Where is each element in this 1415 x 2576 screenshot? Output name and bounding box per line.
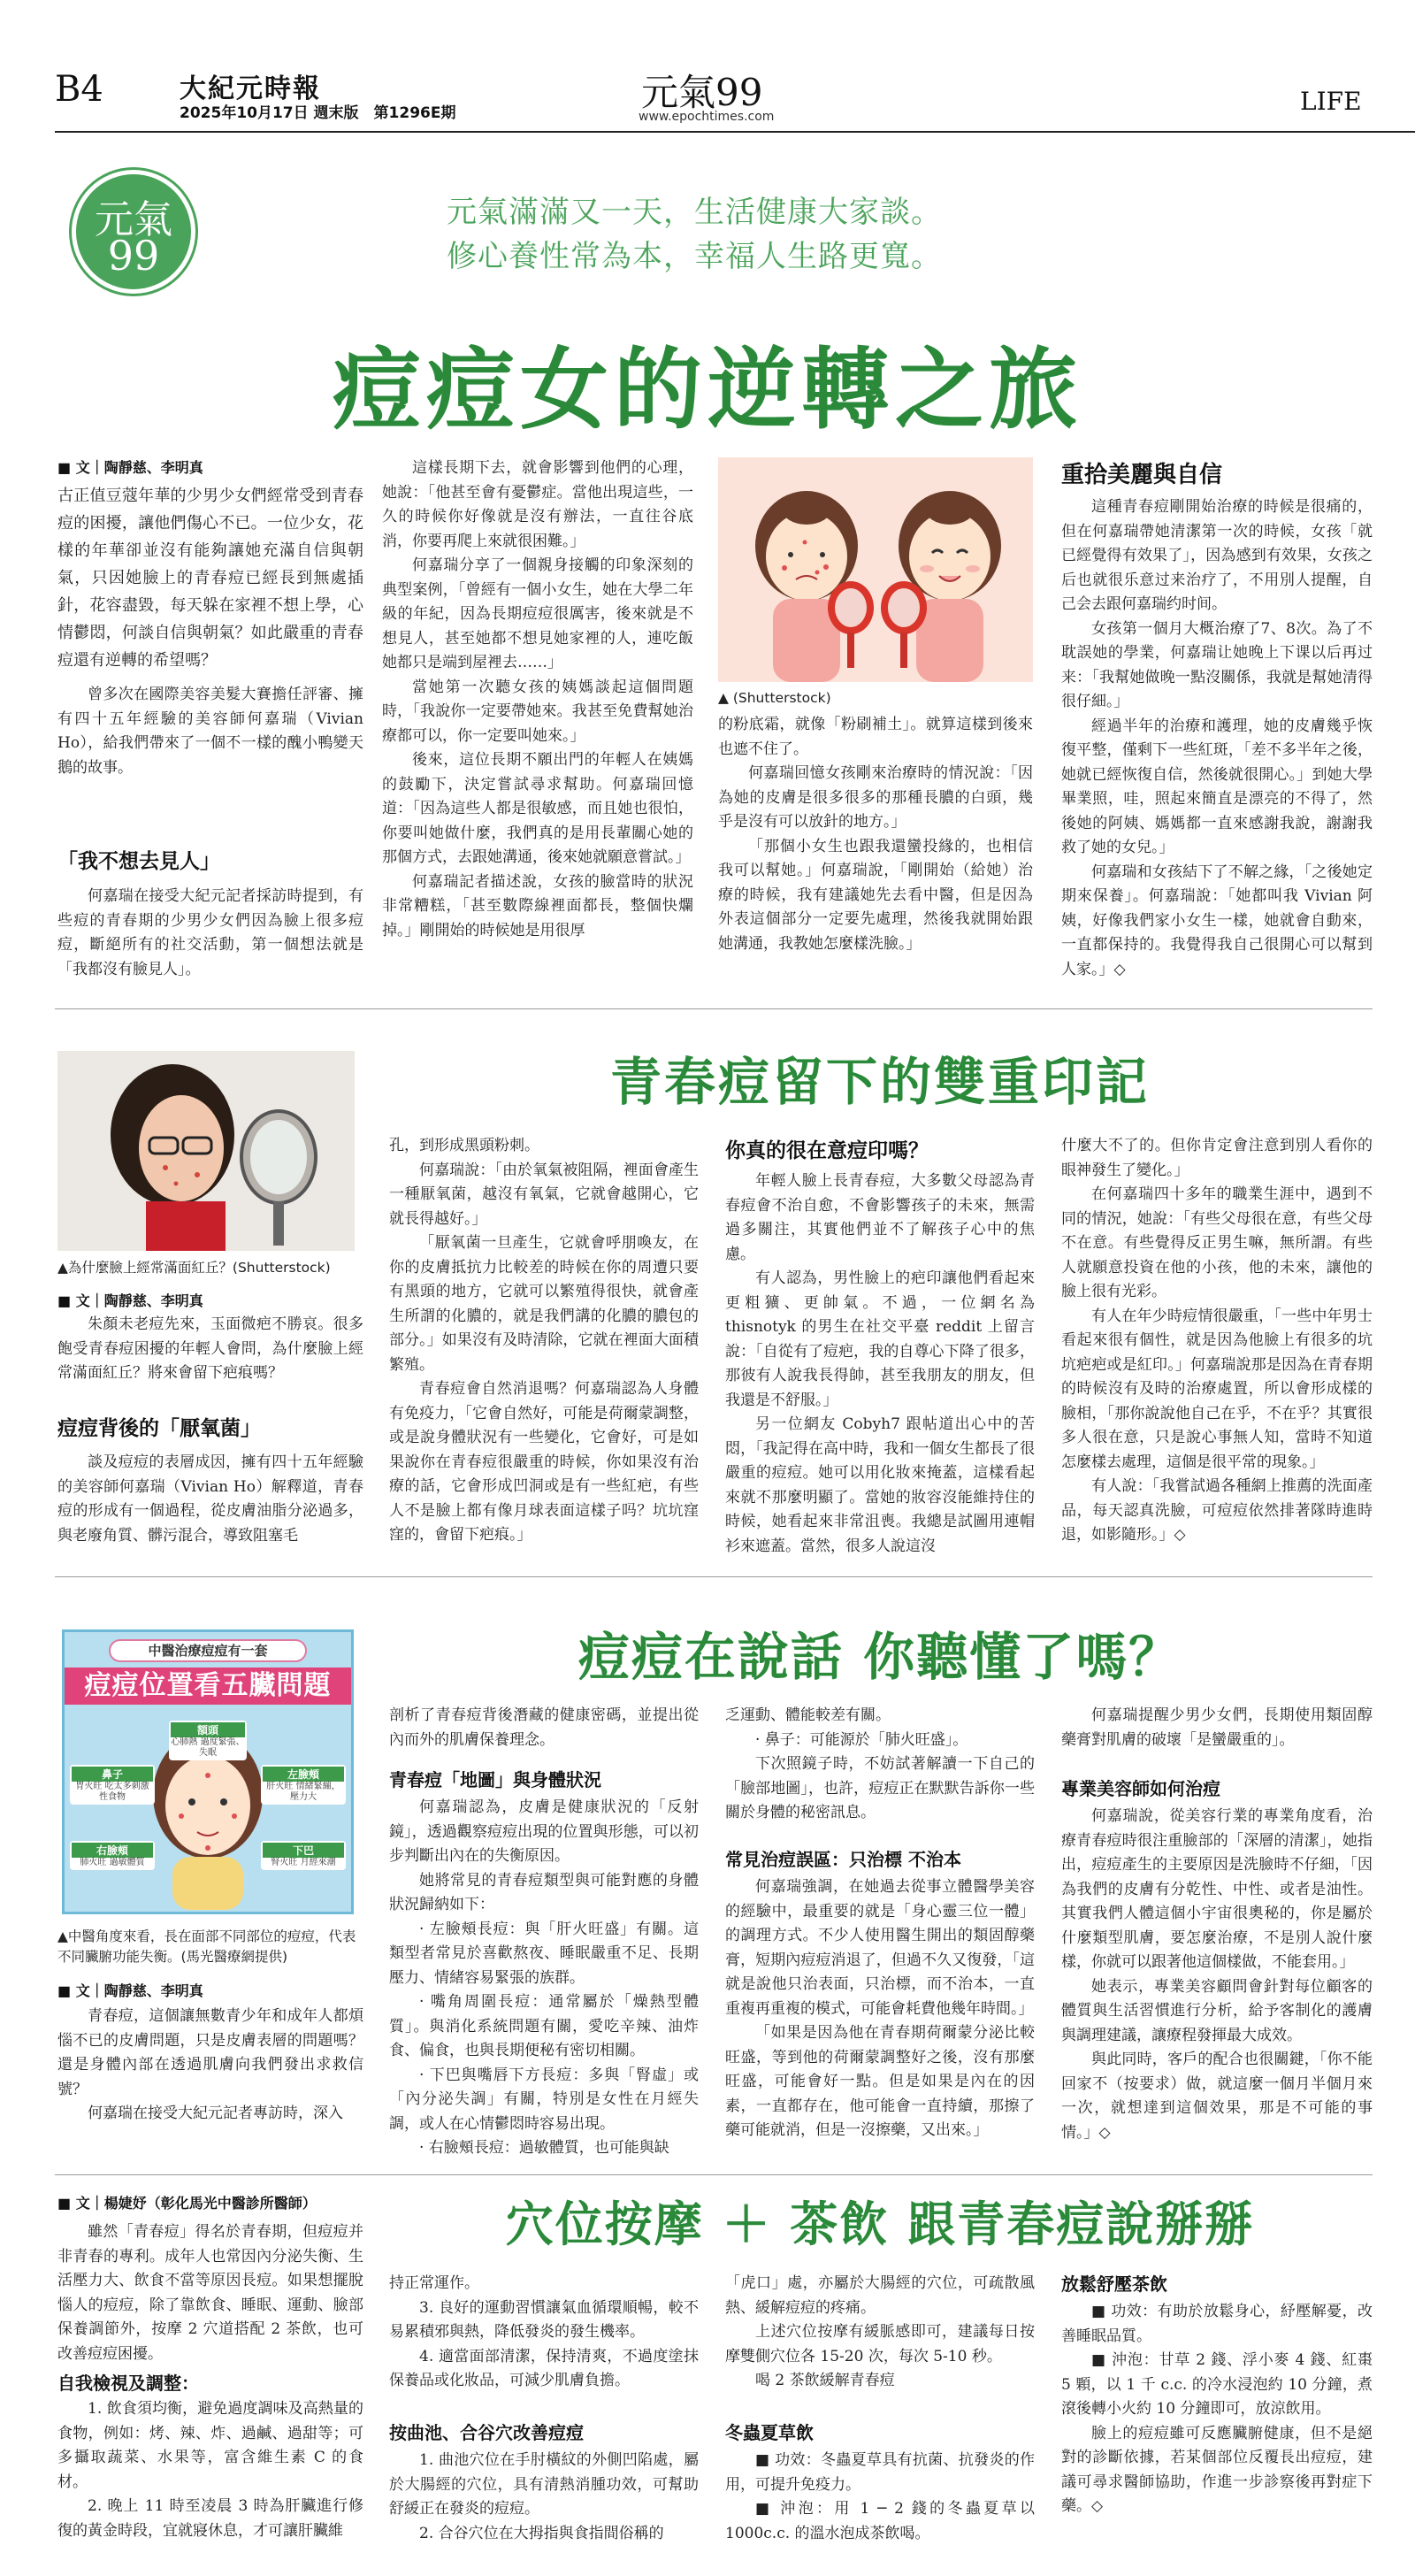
paragraph: 何嘉瑞記者描述說，女孩的臉當時的狀況非常糟糕，「甚至數際線裡面都長，整個快爛掉。」剛開始的時候她是用很厚 [382, 872, 693, 939]
poster-label-left-cheek [261, 1765, 346, 1805]
paragraph: 年輕人臉上長青春痘，大多數父母認為青春痘會不治自愈，不會影響孩子的未來，無需過多關注，其實他們並不了解孩子心中的焦慮。 [725, 1172, 1035, 1263]
paragraph: 在何嘉瑞四十多年的職業生涯中，遇到不同的情況，她說：「有些父母很在意，有些父母不在意。有些覺得反正男生嘛，無所謂。有些人就願意投資在他的小孩，他的未來，讓他的臉上很有光彩。 [1061, 1185, 1373, 1300]
story3-subhead-1: 青春痘「地圖」與身體狀況 [389, 1769, 601, 1790]
paragraph: 何嘉瑞在接受大紀元記者專訪時，深入 [88, 2104, 343, 2122]
story1-headline: 痘痘女的逆轉之旅 [333, 338, 1082, 441]
section-title: 元氣99 [641, 71, 763, 114]
issue-line: 2025年10月17日 週末版 第1296E期 [180, 104, 456, 122]
poster-label-title: 右臉頰 [72, 1843, 153, 1858]
paragraph: · 鼻子：可能源於「肺火旺盛」。 [755, 1730, 968, 1749]
paragraph: ■ 沖泡：甘草 2 錢、浮小麥 4 錢、紅棗 5 顆，以 1 千 c.c. 的冷水浸泡約 10 分鐘，煮滾後轉小火約 10 分鐘即可，放涼飲用。 [1061, 2351, 1373, 2418]
section-rule [55, 1008, 1373, 1009]
paragraph: 「虎口」處，亦屬於大腸經的穴位，可疏散風熱、緩解痘痘的疼痛。 [725, 2274, 1035, 2317]
story1-col3 [718, 713, 1033, 956]
story2-byline: ■ 文｜陶靜慈、李明真 [57, 1292, 203, 1309]
paragraph: 這樣長期下去，就會影響到他們的心理，她說：「他甚至會有憂鬱症。當他出現這些，一久的時候你好像就是沒有辦法，一直往谷底消，你要再爬上來就很困難。」 [382, 459, 693, 550]
section-rule [55, 2174, 1373, 2175]
paragraph: · 左臉頰長痘：與「肝火旺盛」有關。這類型者常見於喜歡熬夜、睡眠嚴重不足、長期壓力、情緒容易緊張的族群。 [389, 1920, 699, 1987]
paragraph: 當她第一次聽女孩的姨媽談起這個問題時，「我說你一定要帶她來。我甚至免費幫她治療都可以，你一定要叫她來。」 [382, 678, 693, 745]
masthead-rule [55, 131, 1415, 133]
paragraph: 這種青春痘剛開始治療的時候是很痛的，但在何嘉瑞帶她清潔第一次的時候，女孩「就已經覺得有效果了」，因為感到有效果，女孩之后也就很乐意过来治疗了，不用別人提醒，自己会去跟何嘉瑞约时间。 [1061, 498, 1373, 613]
paragraph: 另一位網友 Cobyh7 跟帖道出心中的苦悶，「我記得在高中時，我和一個女生都長了很嚴重的痘痘。她可以用化妝來掩蓋，這樣看起來就不那麼明顯了。當她的妝容沒能維持住的時候，她看起來非常沮喪。我總是試圖用連帽衫來遮蓋。當然，很多人說這沒 [725, 1415, 1035, 1555]
paragraph: 談及痘痘的表層成因，擁有四十五年經驗的美容師何嘉瑞（Vivian Ho）解釋道，青春痘的形成有一個過程，從皮膚油脂分泌過多，與老廢角質、髒污混合，導致阻塞毛 [57, 1453, 363, 1545]
paragraph: 上述穴位按摩有緩脈感即可，建議每日按摩雙側穴位各 15-20 次，每次 5-10 秒。 [725, 2323, 1035, 2365]
story4-col2 [389, 2272, 699, 2394]
story4-col1b [57, 2397, 363, 2543]
poster-label-title: 下巴 [263, 1843, 344, 1858]
paragraph: 青春痘會自然消退嗎？何嘉瑞認為人身體有免疫力，「它會自然好，可能是荷爾蒙調整，或是說身體狀況有一些變化，它會好，可是如果說你在青春痘很嚴重的時候，你如果沒有治療的話，它會形成凹洞或是有一些紅疤，有些人不是臉上都有像月球表面這樣子吗？坑坑窪窪的，會留下疤痕。」 [389, 1380, 699, 1544]
story4-subhead-2: 按曲池、合谷穴改善痘痘 [389, 2422, 584, 2443]
story2-photo [57, 1051, 355, 1251]
story3-col4b [1061, 1805, 1373, 2145]
masthead [0, 0, 1415, 133]
paragraph: 喝 2 茶飲緩解青春痘 [755, 2372, 895, 2389]
paragraph: 臉上的痘痘雖可反應臟腑健康，但不是絕對的診斷依據，若某個部位反覆長出痘痘，建議可尋求醫師協助，作進一步診察後再對症下藥。◇ [1061, 2424, 1373, 2515]
story1-col1b [57, 885, 363, 982]
paragraph: 何嘉瑞在接受大紀元記者採訪時提到，有些痘的青春期的少男少女們因為臉上很多痘痘，斷絕所有的社交活動，第一個想法就是「我都沒有臉見人」。 [57, 887, 363, 978]
story4-subhead-1: 自我檢視及調整： [57, 2373, 199, 2394]
paragraph: ■ 沖泡：用 1 ─ 2 錢的冬蟲夏草以 1000c.c. 的溫水泡成茶飲喝。 [725, 2500, 1035, 2542]
logo-text-1: 元氣 [95, 197, 172, 242]
story3-image-caption: ▲中醫角度來看，長在面部不同部位的痘痘，代表不同臟腑功能失衡。(馬光醫療網提供) [57, 1928, 356, 1965]
story3-subhead-3: 專業美容師如何治痘 [1061, 1778, 1220, 1799]
story3-headline: 痘痘在說話 你聽懂了嗎？ [577, 1627, 1182, 1687]
poster-banner: 中醫治療痘痘有一套 [109, 1639, 307, 1662]
paragraph: 古正值豆蔻年華的少男少女們經常受到青春痘的困擾，讓他們傷心不已。一位少女，花樣的年華卻並沒有能夠讓她充滿自信與朝氣，只因她臉上的青春痘已經長到無處插針，花容盡毀，每天躲在家裡不想上學，心情鬱悶，何談自信與朝氣？如此嚴重的青春痘還有逆轉的希望嗎？ [57, 487, 363, 670]
paragraph: 雖然「青春痘」得名於青春期，但痘痘并非青春的專利。成年人也常因內分泌失衡、生活壓力大、飲食不當等原因長痘。如果想擺脫惱人的痘痘，除了靠飲食、睡眠、運動、臉部保養調節外，按摩 2 穴道搭配 2 茶飲，也可改善痘痘困擾。 [57, 2223, 363, 2363]
story2-headline: 青春痘留下的雙重印記 [609, 1052, 1150, 1112]
paragraph: 的粉底霜，就像「粉刷補土」。就算這樣到後來也遮不住了。 [718, 716, 1033, 758]
poster-label-desc: 肺火旺 過敏體質 [80, 1858, 145, 1867]
paragraph: 剖析了青春痘背後潛藏的健康密碼，並提出從內而外的肌膚保養理念。 [389, 1706, 699, 1749]
section-rule [55, 1576, 1373, 1577]
poster-label-title: 左臉頰 [263, 1767, 344, 1782]
paragraph: 何嘉瑞分享了一個親身接觸的印象深刻的典型案例，「曾經有一個小女生，她在大學二年級的年紀，因為長期痘痘很厲害，後來就是不想見人，甚至她都不想見她家裡的人，連吃飯她都只是端到屋裡去……」 [382, 556, 693, 671]
paragraph: 後來，這位長期不願出門的年輕人在姨媽的鼓勵下，決定嘗試尋求幫助。何嘉瑞回憶道：「因為這些人都是很敏感，而且她也很怕，你要叫她做什麼，我們真的是用長輩關心她的那個方式，去跟她溝通，後來她就願意嘗試。」 [382, 751, 693, 866]
poster-label-title: 額頭 [171, 1722, 245, 1737]
website: www.epochtimes.com [639, 110, 775, 124]
story2-col3 [725, 1169, 1035, 1559]
story1-subhead-1: 「我不想去見人」 [57, 850, 220, 873]
paragraph: 何嘉瑞認為，皮膚是健康狀況的「反射鏡」，透過觀察痘痘出現的位置與形態，可以初步判斷出內在的失衡原因。 [389, 1798, 699, 1865]
paragraph: 持正常運作。 [389, 2274, 479, 2292]
paragraph: 2. 晚上 11 時至凌晨 3 時為肝臟進行修復的黃金時段，宜就寢休息，才可讓肝臟維 [57, 2497, 363, 2540]
paragraph: 1. 飲食須均衡，避免過度調味及高熱量的食物，例如：烤、辣、炸、過鹹、過甜等；可多攝取蔬菜、水果等，富含維生素 C 的食材。 [57, 2400, 363, 2491]
paragraph: 青春痘，這個讓無數青少年和成年人都煩惱不已的皮膚問題，只是皮膚表層的問題嗎？還是身體內部在透過肌膚向我們發出求救信號？ [57, 2007, 363, 2098]
story1-image-caption: ▲ (Shutterstock) [718, 690, 831, 706]
poster-label-title: 鼻子 [72, 1767, 153, 1782]
poster-label-nose [70, 1765, 155, 1805]
story4-subhead-4: 放鬆舒壓茶飲 [1061, 2273, 1167, 2295]
story1-illustration [718, 457, 1033, 682]
poster-title: 痘痘位置看五臟問題 [65, 1668, 351, 1705]
paragraph: 4. 適當面部清潔，保持清爽，不過度塗抹保養品或化妝品，可減少肌膚負擔。 [389, 2347, 699, 2389]
page-code: B4 [55, 69, 103, 110]
paragraph: 「那個小女生也跟我還蠻投緣的，也相信我可以幫她。」何嘉瑞說，「剛開始（給她）治療的時候，我有建議她先去看中醫，但是因為外表這個部分一定要先處理，然後我就開始跟她溝通，我教她怎麼樣洗臉。」 [718, 837, 1033, 953]
paragraph: 1. 曲池穴位在手肘橫紋的外側凹陷處，屬於大腸經的穴位，具有清熱消腫功效，可幫助舒緩正在發炎的痘痘。 [389, 2451, 699, 2518]
story3-col2b [389, 1796, 699, 2161]
paragraph: 何嘉瑞和女孩結下了不解之緣，「之後她定期來保養」。何嘉瑞說：「她都叫我 Vivian 阿姨，好像我們家小女生一樣，她就會自動來，一直都保持的。我覺得我自己很開心可以幫到人家。」◇ [1061, 862, 1373, 978]
story3-col4 [1061, 1704, 1373, 1752]
paragraph: 何嘉瑞回憶女孩剛來治療時的情況說：「因為她的皮膚是很多很多的那種長膿的白頭，幾乎是沒有可以放針的地方。」 [718, 764, 1033, 831]
story4-col2b [389, 2449, 699, 2546]
story1-col1 [57, 482, 363, 780]
paragraph: 2. 合谷穴位在大拇指與食指間俗稱的 [419, 2524, 664, 2542]
story2-intro [57, 1313, 363, 1386]
poster-label-forehead [169, 1721, 247, 1760]
story4-subhead-3: 冬蟲夏草飲 [725, 2422, 814, 2443]
story3-col3b [725, 1875, 1035, 2143]
paragraph: 什麼大不了的。但你肯定會注意到別人看你的眼神發生了變化。」 [1061, 1137, 1373, 1179]
paragraph: 「如果是因為他在青春期荷爾蒙分泌比較旺盛，等到他的荷爾蒙調整好之後，沒有那麼旺盛，可能會好一點。但是如果是內在的因素，一直都存在，他可能會一直持續，那擦了藥可能就消，但是一沒擦藥，又出來。」 [725, 2024, 1035, 2139]
story2-subhead-2: 你真的很在意痘印嗎？ [725, 1139, 929, 1162]
poster-label-desc: 肝火旺 情緒緊繃，壓力大 [266, 1782, 340, 1802]
poster-label-right-cheek [70, 1841, 155, 1870]
paragraph: 她將常見的青春痘類型與可能對應的身體狀況歸納如下： [389, 1871, 699, 1913]
paragraph: 曾多次在國際美容美髮大賽擔任評審、擁有四十五年經驗的美容師何嘉瑞（Vivian Ho），給我們帶來了一個不一樣的醜小鴨變天鵝的故事。 [57, 686, 363, 777]
paragraph: ■ 功效：有助於放鬆身心，紓壓解憂，改善睡眠品質。 [1061, 2303, 1373, 2345]
story2-col1b [57, 1451, 363, 1548]
story2-image-caption: ▲為什麼臉上經常滿面紅丘？(Shutterstock) [57, 1260, 331, 1276]
paragraph: 有人在年少時痘情很嚴重，「一些中年男士看起來很有個性，就是因為他臉上有很多的坑坑疤疤或是紅印。」何嘉瑞說那是因為在青春期的時候沒有及時的治療處置，所以會形成樣的臉相，「那你說說他自己在乎，不在乎？其實很多人很在意，只是說心事無人知，當時不知道怎麼樣去處理，這個是很平常的現象。」 [1061, 1307, 1373, 1471]
logo-text-2: 99 [107, 232, 160, 280]
paragraph: 「厭氧菌一旦產生，它就會呼朋喚友，在你的皮膚抵抗力比較差的時候在你的周遭只要有黑頭的地方，它就可以繁殖得很快，就會產生所謂的化膿的，就是我們講的化膿的膿包的部分。」如果沒有及時清除，它就在裡面大面積繁殖。 [389, 1234, 699, 1374]
poster-label-chin [261, 1841, 346, 1870]
story1-subhead-2: 重拾美麗與自信 [1061, 462, 1223, 488]
poster-label-desc: 心肺熱 過度緊張、失眠 [171, 1737, 245, 1758]
section-label: LIFE [1300, 87, 1362, 116]
story2-col2 [389, 1134, 699, 1548]
story4-col4 [1061, 2300, 1373, 2519]
paragraph: ■ 功效：冬蟲夏草具有抗菌、抗發炎的作用，可提升免疫力。 [725, 2451, 1035, 2494]
poster-label-desc: 腎火旺 月經來潮 [271, 1858, 336, 1867]
story1-col2 [382, 456, 693, 943]
paragraph: 她表示，專業美容顧問會針對每位顧客的體質與生活習慣進行分析，給予客制化的護膚與調理建議，讓療程發揮最大成效。 [1061, 1977, 1373, 2044]
paragraph: 孔，到形成黑頭粉刺。 [389, 1137, 539, 1154]
paragraph: 朱顏未老痘先來，玉面微疤不勝哀。很多飽受青春痘困擾的年輕人會問，為什麼臉上經常滿面紅丘？將來會留下疤痕嗎？ [57, 1315, 363, 1382]
story4-col1 [57, 2220, 363, 2366]
story2-col4 [1061, 1134, 1373, 1548]
paragraph: 下次照鏡子時，不妨試著解讀一下自己的「臉部地圖」，也許，痘痘正在默默告訴你一些關於身體的秘密訊息。 [725, 1755, 1035, 1821]
story3-col2 [389, 1704, 699, 1752]
paragraph: 女孩第一個月大概治療了7、8次。為了不耽誤她的學業，何嘉瑞让她晚上下课以后再过来：「我幫她做晚一點沒關係，我就是幫她清得很仔細。」 [1061, 619, 1373, 710]
paragraph: 乏運動、體能較差有關。 [725, 1706, 891, 1724]
story1-byline: ■ 文｜陶靜慈、李明真 [57, 459, 203, 476]
story3-poster [62, 1629, 354, 1914]
story4-col3 [725, 2272, 1035, 2394]
paragraph: 有人認為，男性臉上的疤印讓他們看起來更粗獷、更帥氣。不過，一位網名為 thisnotyk 的男生在社交平臺 reddit 上留言說：「自從有了痘疤，我的自尊心下降了很多，那彼有人說我長得帥，甚至我朋友的朋友，但我還是不舒服。」 [725, 1269, 1035, 1409]
paragraph: 何嘉瑞強調，在她過去從事立體醫學美容的經驗中，最重要的就是「身心靈三位一體」的調理方式。不少人使用醫生開出的類固醇藥膏，短期內痘痘消退了，但過不久又復發，「這就是說他只治表面，只治標，而不治本，一直重複再重複的模式，可能會耗費他幾年時間。」 [725, 1878, 1035, 2018]
paragraph: 3. 良好的運動習慣讓氣血循環順暢，較不易累積邪與熱，降低發炎的發生機率。 [389, 2298, 699, 2341]
story4-headline: 穴位按摩 ＋ 茶飲 跟青春痘說掰掰 [505, 2196, 1255, 2252]
story4-byline: ■ 文｜楊婕妤（彰化馬光中醫診所醫師） [57, 2195, 317, 2212]
paragraph: · 嘴角周圍長痘：通常屬於「燥熱型體質」。與消化系統問題有關，愛吃辛辣、油炸食、偏食，也與長期便秘有密切相關。 [389, 1993, 699, 2059]
paragraph: 何嘉瑞說，從美容行業的專業角度看，治療青春痘時很注重臉部的「深層的清潔」，她指出，痘痘產生的主要原因是洗臉時不仔細，「因為我們的皮膚有分乾性、中性、或者是油性。其實我們人體這個小宇宙很奧秘的，你是屬於什麼類型肌膚，要怎麼治療，不是別人說什麼樣，你就可以跟著他這個樣做，不能套用。」 [1061, 1807, 1373, 1971]
paragraph: 與此同時，客戶的配合也很關鍵，「你不能回家不（按要求）做，就這麼一個月半個月來一次，就想達到這個效果，那是不可能的事情。」◇ [1061, 2051, 1373, 2142]
paragraph: 經過半年的治療和護理，她的皮膚幾乎恢復平整，僅剩下一些紅斑，「差不多半年之後，她就已經恢復自信，然後就很開心。」到她大學畢業照，哇，照起來簡直是漂亮的不得了，然後她的阿姨、媽媽都一直來感謝我說，謝謝我救了她的女兒。」 [1061, 717, 1373, 856]
paragraph: · 下巴與嘴唇下方長痘：多與「腎虛」或「內分泌失調」有關，特別是女性在月經失調，或人在心情鬱悶時容易出現。 [389, 2066, 699, 2133]
paragraph: · 右臉頰長痘：過敏體質，也可能與缺 [419, 2139, 669, 2157]
paragraph: 何嘉瑞說：「由於氧氣被阻隔，裡面會產生一種厭氧菌，越沒有氧氣，它就會越開心，它就長得越好。」 [389, 1161, 699, 1228]
slogan-line-2: 修心養性常為本，幸福人生路更寬。 [447, 239, 942, 274]
girls-mirror-illustration [718, 457, 1033, 682]
story2-subhead-1: 痘痘背後的「厭氧菌」 [57, 1417, 261, 1440]
poster-label-desc: 胃火旺 吃太多刺激性食物 [75, 1782, 149, 1802]
story3-col3 [725, 1704, 1035, 1826]
story1-col4 [1061, 495, 1373, 982]
story3-col1 [57, 2005, 363, 2127]
paper-name: 大紀元時報 [180, 73, 321, 104]
woman-mirror-photo [57, 1051, 355, 1251]
paragraph: 有人說：「我嘗試過各種網上推薦的洗面產品，每天認真洗臉，可痘痘依然排著隊時進時退，如影隨形。」◇ [1061, 1477, 1373, 1544]
story4-col3b [725, 2449, 1035, 2546]
paragraph: 何嘉瑞提醒少男少女們，長期使用類固醇藥膏對肌膚的破壞「是蠻嚴重的」。 [1061, 1706, 1373, 1749]
story3-subhead-2: 常見治痘誤區：只治標 不治本 [725, 1849, 961, 1870]
story3-byline: ■ 文｜陶靜慈、李明真 [57, 1982, 203, 1999]
slogan-line-1: 元氣滿滿又一天，生活健康大家談。 [447, 195, 942, 230]
